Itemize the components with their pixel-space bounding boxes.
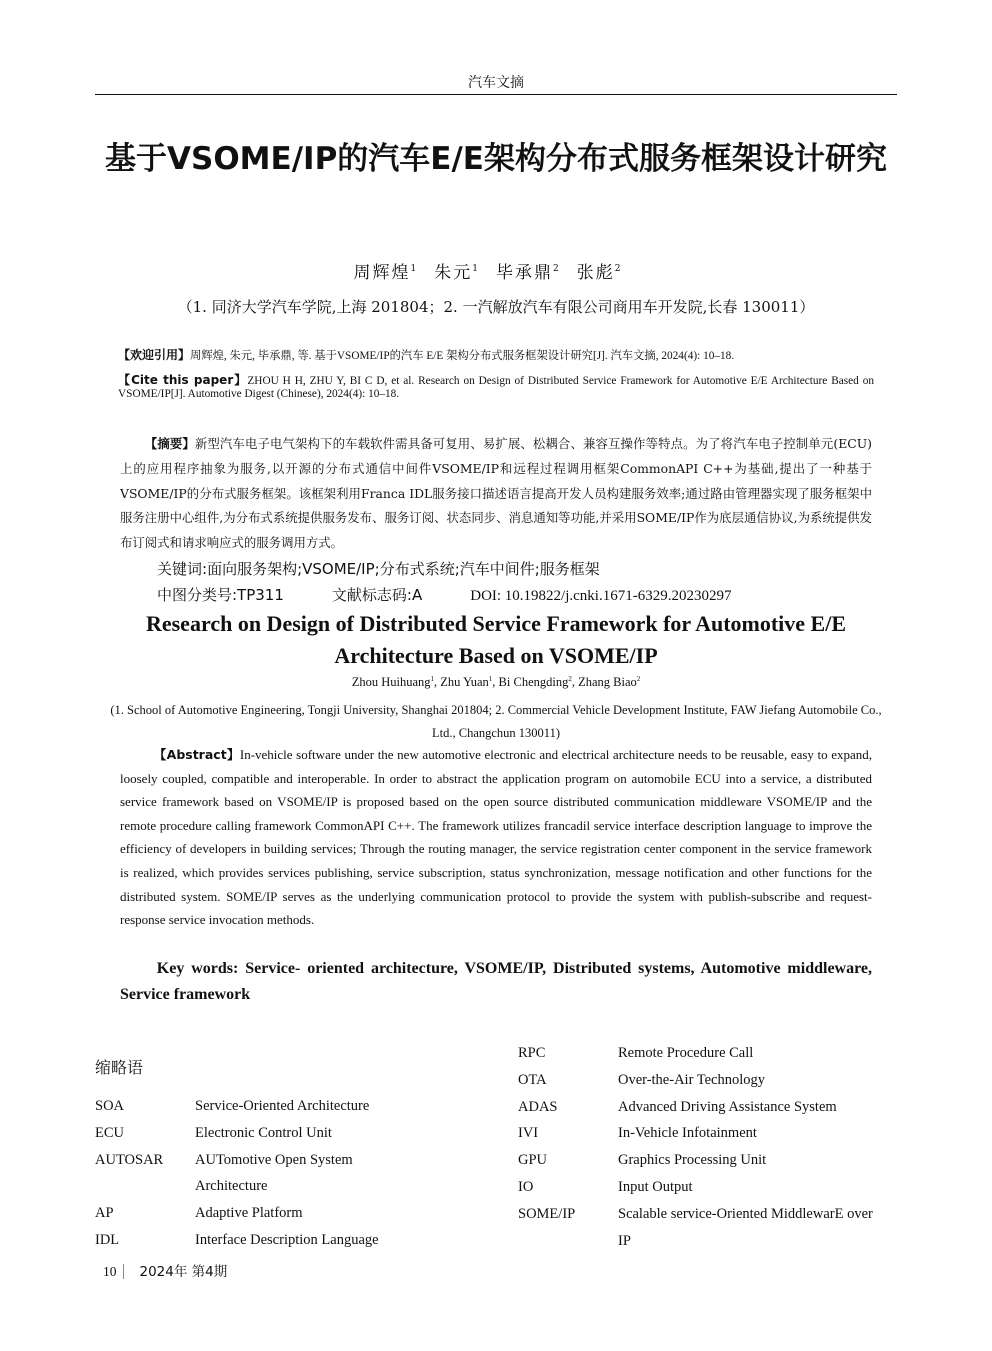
cite-en: [118, 374, 874, 401]
clc-code: 中图分类号:TP311: [157, 586, 284, 604]
abbreviation-row: [95, 1120, 425, 1147]
keywords-cn: [157, 558, 600, 579]
abbreviation-definition: Over-the-Air Technology: [618, 1071, 766, 1088]
keywords-en-text: Service- oriented architecture, VSOME/IP, Distributed systems, Automotive middleware, Service framework: [120, 960, 873, 1003]
abbreviation-row: [518, 1174, 878, 1201]
abbreviation-row: [518, 1067, 878, 1094]
author-list: [0, 258, 992, 283]
author-name: Zhang Biao: [578, 675, 637, 690]
keywords-cn-text: 面向服务架构;VSOME/IP;分布式系统;汽车中间件;服务框架: [207, 560, 600, 578]
author-affiliation-mark: 2: [614, 264, 623, 275]
author-affiliation-mark: 1: [410, 264, 419, 275]
author-affiliation-mark: 1: [472, 264, 480, 275]
abbreviation-row: [95, 1200, 425, 1227]
affiliation-en: (1. School of Automotive Engineering, Tongji University, Shanghai 201804; 2. Commercial Vehicle Development Institute, FAW Jiefang Automobile Co., Ltd., Changchun 130011): [110, 703, 882, 740]
abbreviation-term: SOME/IP: [518, 1205, 576, 1222]
abbreviation-definition: Advanced Driving Assistance System: [618, 1098, 837, 1115]
classification: [157, 584, 877, 605]
abbreviation-term: IVI: [518, 1125, 539, 1142]
abbreviations-heading: 缩略语: [95, 1058, 144, 1077]
abbreviation-definition: In-Vehicle Infotainment: [618, 1125, 757, 1142]
abbreviations-left: [95, 1093, 425, 1254]
abbreviation-term: RPC: [518, 1045, 546, 1061]
abstract-en-label: 【Abstract】: [153, 747, 240, 762]
keywords-cn-label: 关键词:: [157, 560, 208, 578]
cite-cn-text: 周辉煌, 朱元, 毕承鼎, 等. 基于VSOME/IP的汽车 E/E 架构分布式服务框架设计研究[J]. 汽车文摘, 2024(4): 10–18.: [190, 350, 735, 362]
keywords-en: [120, 956, 872, 1008]
author-affiliation-mark: 1: [488, 675, 493, 683]
cite-cn: [118, 349, 874, 363]
header-rule: [95, 94, 897, 95]
abstract-cn-text: 新型汽车电子电气架构下的车载软件需具备可复用、易扩展、松耦合、兼容互操作等特点。为了将汽车电子控制单元(ECU)上的应用程序抽象为服务,以开源的分布式通信中间件VSOME/IP和远程过程调用框架CommonAPI C++为基础,提出了一种基于VSOME/IP的分布式服务框架。该框架利用Franca IDL服务接口描述语言提高开发人员构建服务效率;通过路由管理器实现了服务框架中服务注册中心组件,为分布式系统提供服务发布、服务订阅、状态同步、消息通知等功能,并采用SOME/IP作为底层通信协议,为系统提供发布订阅式和请求响应式的服务调用方式。: [120, 436, 872, 551]
author-name: 毕承鼎: [496, 263, 553, 283]
author-name: Bi Chengding: [498, 675, 569, 690]
author-affiliation-mark: 2: [568, 675, 572, 683]
abbreviation-definition: Interface Description Language: [195, 1231, 379, 1248]
abstract-en: [120, 743, 872, 932]
author-name: Zhou Huihuang: [351, 675, 431, 690]
abstract-cn-label: 【摘要】: [144, 436, 195, 451]
abbreviation-definition: Graphics Processing Unit: [618, 1152, 767, 1169]
author-list-en: Zhou Huihuang$^1$, Zhu Yuan$^1$, Bi Chengding$^2$, Zhang Biao$^2$: [351, 675, 641, 690]
cite-cn-label: 【欢迎引用】: [118, 348, 191, 362]
abbreviation-row: [518, 1094, 878, 1121]
abbreviation-definition: Remote Procedure Call: [618, 1045, 754, 1061]
abbreviation-term: GPU: [518, 1152, 548, 1169]
cite-en-label: 【Cite this paper】: [118, 373, 248, 387]
abstract-cn: [120, 432, 872, 556]
abbreviation-term: AP: [95, 1205, 114, 1222]
cite-en-text: ZHOU H H, ZHU Y, BI C D, et al. Research on Design of Distributed Service Framework for Automotive E/E Architecture Based on VSOME/IP[J]. Automotive Digest (Chinese), 2024(4): 10–18.: [118, 375, 874, 400]
paper-title: 基于VSOME/IP的汽车E/E架构分布式服务框架设计研究: [105, 141, 887, 177]
paper-title-en: Research on Design of Distributed Service Framework for Automotive E/E Architecture Based on VSOME/IP: [145, 611, 847, 668]
abbreviation-row: [95, 1227, 425, 1254]
doi[interactable]: DOI: 10.19822/j.cnki.1671-6329.20230297: [470, 588, 732, 604]
author-affiliation-mark: 2: [636, 675, 641, 683]
affiliation: （1. 同济大学汽车学院,上海 201804；2. 一汽解放汽车有限公司商用车开发院,长春 130011）: [177, 298, 815, 316]
abbreviation-row: [518, 1040, 878, 1067]
author-affiliation-mark: 1: [430, 675, 435, 683]
abbreviation-definition: AUTomotive Open System Architecture: [195, 1151, 353, 1195]
author-name: 张彪: [576, 263, 615, 283]
abbreviation-row: [95, 1147, 425, 1201]
abbreviation-term: AUTOSAR: [95, 1151, 164, 1168]
abbreviation-row: [518, 1201, 878, 1255]
keywords-en-label: Key words:: [156, 960, 239, 977]
abstract-en-text: In-vehicle software under the new automotive electronic and electrical architecture needs to be reusable, easy to expand, loosely coupled, compatible and interoperable. In order to abstract the application program on automobile ECU into a service, a distributed service framework based on VSOME/IP is proposed based on the open source distributed communication middleware VSOME/IP and the remote procedure calling framework CommonAPI C++. The framework utilizes francadil service interface description language to improve the efficiency of developers in building services; Through the routing manager, the service registration center component in the service framework is realized, which provides services publishing, service subscription, status synchronization, message notification and other functions for the distributed system. SOME/IP serves as the underlying communication protocol to provide the system with publish-subscribe and request-response service invocation methods.: [120, 747, 872, 928]
abbreviation-row: [518, 1120, 878, 1147]
abbreviations-right: [518, 1040, 878, 1254]
issue-label: 2024年 第4期: [139, 1264, 228, 1280]
abbreviation-term: ECU: [95, 1124, 124, 1141]
page-footer: [103, 1260, 227, 1280]
abbreviation-row: [95, 1093, 425, 1120]
abbreviation-term: SOA: [95, 1098, 125, 1114]
abbreviation-definition: Input Output: [618, 1178, 693, 1195]
abbreviation-definition: Electronic Control Unit: [195, 1124, 332, 1141]
author-name: 朱元: [434, 263, 473, 283]
abbreviation-definition: Adaptive Platform: [195, 1205, 303, 1222]
abbreviation-definition: Scalable service-Oriented MiddlewarE over IP: [618, 1205, 873, 1249]
abbreviation-definition: Service-Oriented Architecture: [195, 1098, 370, 1114]
abbreviation-row: [518, 1147, 878, 1174]
author-name: Zhu Yuan: [440, 675, 489, 690]
author-affiliation-mark: 2: [553, 264, 561, 275]
abbreviation-term: IO: [518, 1178, 534, 1195]
abbreviation-term: OTA: [518, 1071, 547, 1088]
running-head: 汽车文摘: [468, 75, 524, 91]
page-number: 10: [103, 1264, 124, 1279]
author-name: 周辉煌: [353, 263, 411, 283]
abbreviation-term: ADAS: [518, 1098, 558, 1115]
abbreviation-term: IDL: [95, 1231, 120, 1248]
doc-code: 文献标志码:A: [331, 586, 423, 604]
